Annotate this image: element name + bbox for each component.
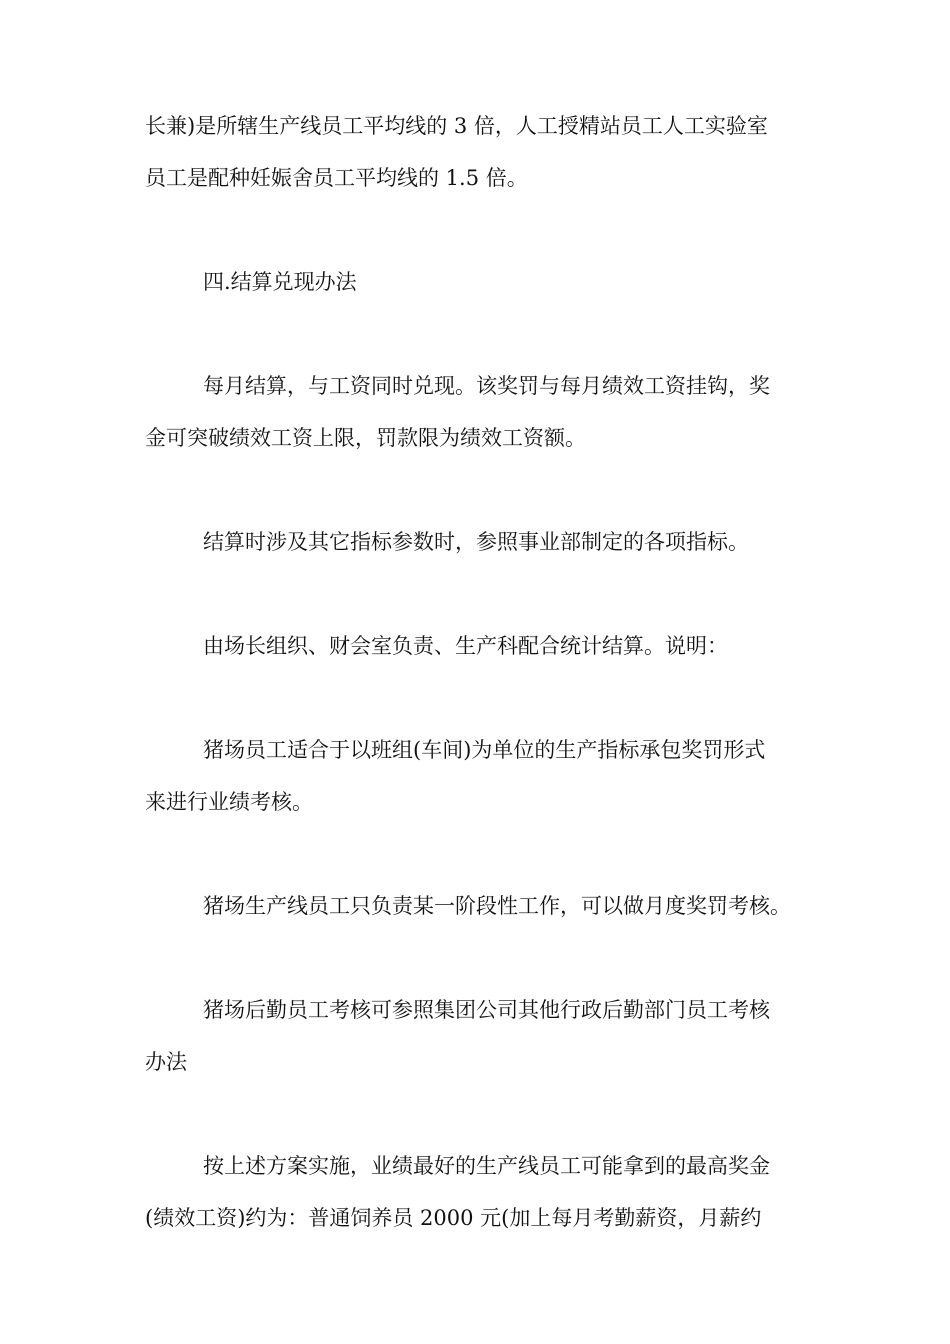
paragraph-4 <box>145 516 810 568</box>
document-body <box>145 100 810 1296</box>
paragraph-line: 员工是配种妊娠舍员工平均线的 1.5 倍。 <box>145 166 528 190</box>
paragraph-8 <box>145 984 810 1088</box>
paragraph-line: 猪场员工适合于以班组(车间)为单位的生产指标承包奖罚形式 <box>203 738 766 762</box>
paragraph-line: 办法 <box>145 1050 187 1074</box>
paragraph-5 <box>145 620 810 672</box>
section-heading <box>145 256 810 308</box>
paragraph-line: 猪场生产线员工只负责某一阶段性工作，可以做月度奖罚考核。 <box>203 894 791 918</box>
paragraph-line: 由场长组织、财会室负责、生产科配合统计结算。说明： <box>203 634 728 658</box>
heading-line: 四.结算兑现办法 <box>203 270 357 294</box>
paragraph-6 <box>145 724 810 828</box>
paragraph-3 <box>145 360 810 464</box>
paragraph-7 <box>145 880 810 932</box>
paragraph-line: 来进行业绩考核。 <box>145 790 313 814</box>
paragraph-9 <box>145 1140 810 1244</box>
paragraph-line: 金可突破绩效工资上限，罚款限为绩效工资额。 <box>145 426 586 450</box>
paragraph-1 <box>145 100 810 204</box>
paragraph-line: 按上述方案实施，业绩最好的生产线员工可能拿到的最高奖金 <box>203 1154 770 1178</box>
paragraph-line: 每月结算，与工资同时兑现。该奖罚与每月绩效工资挂钩，奖 <box>203 374 770 398</box>
paragraph-line: (绩效工资)约为：普通饲养员 2000 元(加上每月考勤薪资，月薪约 <box>145 1206 762 1230</box>
paragraph-line: 结算时涉及其它指标参数时，参照事业部制定的各项指标。 <box>203 530 749 554</box>
paragraph-line: 长兼)是所辖生产线员工平均线的 3 倍，人工授精站员工人工实验室 <box>145 114 768 138</box>
paragraph-line: 猪场后勤员工考核可参照集团公司其他行政后勤部门员工考核 <box>203 998 770 1022</box>
